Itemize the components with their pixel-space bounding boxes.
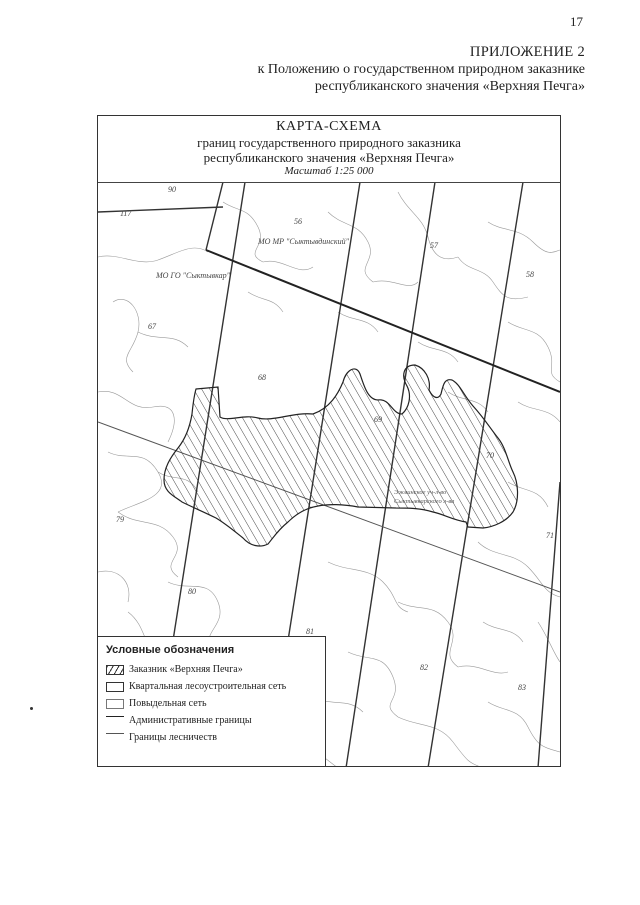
map-label-57: 57	[430, 241, 438, 250]
map-label-83: 83	[518, 683, 526, 692]
map-label-68: 68	[258, 373, 266, 382]
legend	[98, 636, 326, 767]
map-label-58: 58	[526, 270, 534, 279]
map-label-mo-go: МО ГО "Сыктывкар"	[156, 271, 230, 280]
line-swatch-icon	[106, 733, 124, 743]
map-label-71: 71	[546, 531, 554, 540]
legend-item-label: Границы лесничеств	[129, 732, 217, 743]
reserve-area	[164, 365, 518, 546]
thick-line-swatch-icon	[106, 716, 124, 726]
map-title-line2: республиканского значения «Верхняя Печга»	[203, 150, 455, 165]
appendix-subtitle-line1: к Положению о государственном природном заказнике	[257, 62, 585, 77]
legend-item-admin-boundary	[106, 712, 317, 729]
administrative-boundary	[206, 250, 560, 392]
box-swatch-icon	[106, 682, 124, 692]
map-label-117: 117	[120, 209, 132, 218]
thin-box-swatch-icon	[106, 699, 124, 709]
map-label-70: 70	[486, 451, 494, 460]
map-label-79: 79	[116, 515, 124, 524]
legend-item-label: Повыдельная сеть	[129, 698, 207, 709]
map-label-67: 67	[148, 322, 156, 331]
legend-item-reserve	[106, 661, 317, 678]
page-number: 17	[570, 14, 583, 29]
appendix-title: ПРИЛОЖЕНИЕ 2	[469, 44, 585, 60]
appendix-subtitle-line2: республиканского значения «Верхняя Печга»	[314, 79, 585, 94]
map-title: КАРТА-СХЕМА	[276, 119, 382, 134]
stray-mark	[30, 707, 33, 710]
map-label-mo-mr: МО МР "Сыктывдинский"	[258, 237, 349, 246]
map-label-56: 56	[294, 217, 302, 226]
map-frame	[97, 115, 561, 767]
map-label-90: 90	[168, 185, 176, 194]
legend-item-label: Административные границы	[129, 715, 252, 726]
map-label-forestry-1: Эжвинское уч-л-во	[394, 489, 447, 496]
map-label-69: 69	[374, 415, 382, 424]
legend-item-parcel-network	[106, 695, 317, 712]
hatch-swatch-icon	[106, 665, 124, 675]
map-title-block	[98, 116, 560, 183]
map-label-81: 81	[306, 627, 314, 636]
map-label-82: 82	[420, 663, 428, 672]
map-title-line1: границ государственного природного заказника	[197, 135, 461, 150]
map-label-forestry-2: Сыктывкарского л-ва	[394, 498, 455, 505]
legend-item-label: Квартальная лесоустроительная сеть	[129, 681, 287, 692]
legend-item-label: Заказник «Верхняя Печга»	[129, 664, 243, 675]
map-label-80: 80	[188, 587, 196, 596]
map-scale: Масштаб 1:25 000	[284, 165, 374, 177]
legend-title: Условные обозначения	[106, 644, 235, 656]
document-header	[258, 44, 585, 95]
legend-item-quarter-network	[106, 678, 317, 695]
legend-item-forestry-boundary	[106, 729, 317, 746]
